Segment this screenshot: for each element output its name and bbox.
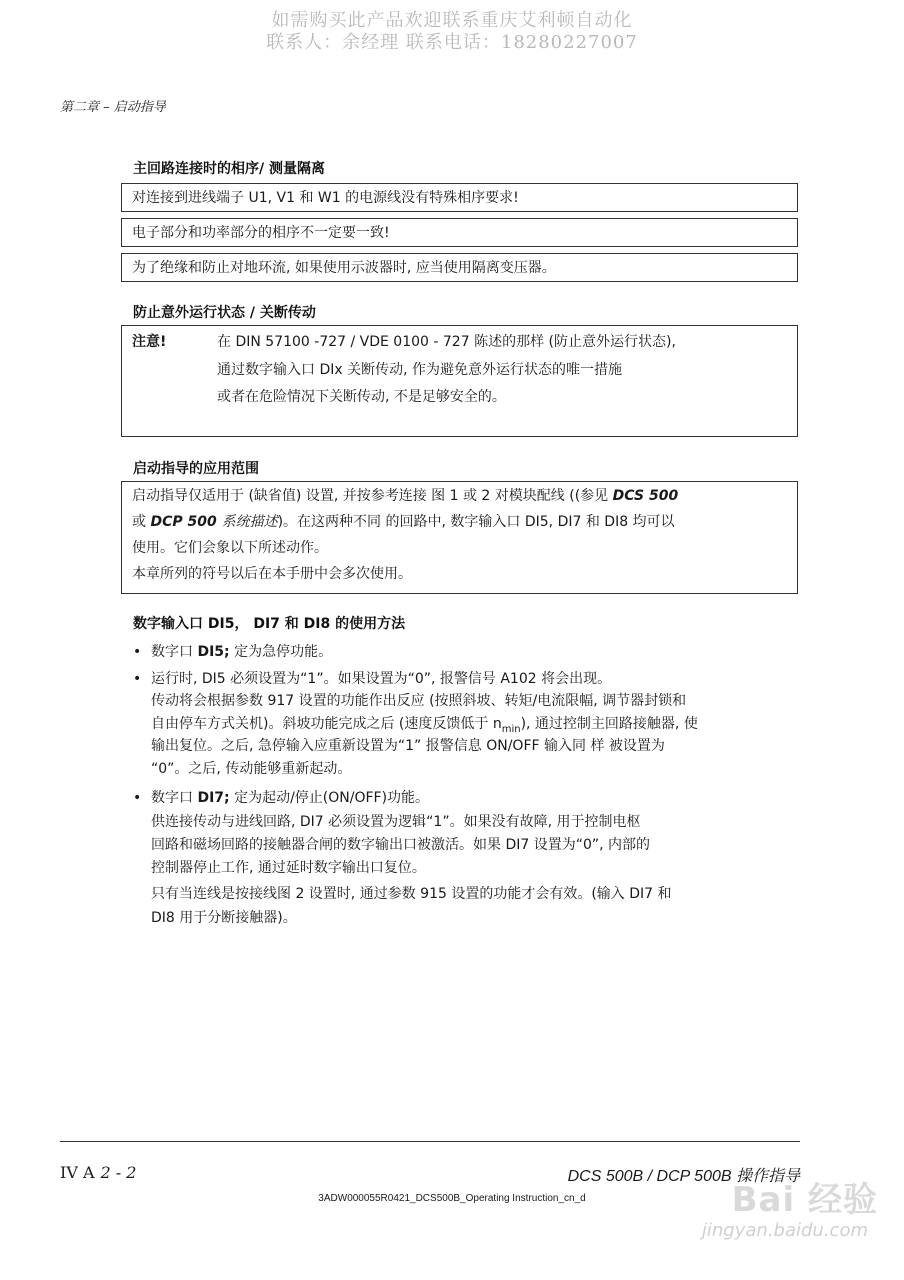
scope-box bbox=[121, 481, 798, 594]
note-label: 注意! bbox=[132, 334, 167, 350]
di7-text-line-2: 供连接传动与进线回路, DI7 必须设置为逻辑“1”。如果没有故障, 用于控制电枢 bbox=[151, 814, 641, 830]
section-phase-title: 主回路连接时的相序/ 测量隔离 bbox=[133, 161, 325, 177]
scope-line-3: 使用。它们会象以下所述动作。 bbox=[132, 540, 328, 556]
baidu-logo-watermark: Bai 经验 bbox=[731, 1180, 878, 1220]
phase-info-text-1: 对连接到进线端子 U1, V1 和 W1 的电源线没有特殊相序要求! bbox=[132, 190, 519, 206]
footer-divider bbox=[60, 1141, 800, 1142]
section-scope-title: 启动指导的应用范围 bbox=[133, 461, 259, 477]
phase-info-text-3: 为了绝缘和防止对地环流, 如果使用示波器时, 应当使用隔离变压器。 bbox=[132, 260, 556, 276]
di5-text-line-3: 自由停车方式关机)。斜坡功能完成之后 (速度反馈低于 $n_{min}$), 通过控制主回路接触器, 使 bbox=[151, 716, 698, 735]
scope-line-4: 本章所列的符号以后在本手册中会多次使用。 bbox=[132, 566, 412, 582]
section-di-title: 数字输入口 DI5， DI7 和 DI8 的使用方法 bbox=[133, 616, 406, 632]
note-line-3: 或者在危险情况下关断传动, 不是足够安全的。 bbox=[217, 389, 506, 405]
watermark-line-2: 联系人：余经理 联系电话：18280227007 bbox=[266, 32, 638, 53]
phase-info-box-2 bbox=[121, 218, 798, 247]
di7-text-line-6: DI8 用于分断接触器)。 bbox=[151, 910, 297, 926]
di5-text-line-2: 传动将会根据参数 917 设置的功能作出反应 (按照斜坡、转矩/电流限幅, 调节器封锁和 bbox=[151, 693, 687, 709]
note-line-1: 在 DIN 57100 -727 / VDE 0100 - 727 陈述的那样 (防止意外运行状态), bbox=[217, 334, 676, 350]
section-safety-title: 防止意外运行状态 / 关断传动 bbox=[133, 305, 316, 321]
bullet-dot-icon: • bbox=[133, 790, 142, 806]
note-line-2: 通过数字输入口 DIx 关断传动, 作为避免意外运行状态的唯一措施 bbox=[217, 362, 622, 378]
manual-title: DCS 500B / DCP 500B 操作指导 bbox=[567, 1168, 800, 1185]
di5-text-line-4: 输出复位。之后, 急停输入应重新设置为“1” 报警信息 ON/OFF 输入同 样 被设置为 bbox=[151, 738, 665, 754]
phase-info-text-2: 电子部分和功率部分的相序不一定要一致! bbox=[132, 225, 390, 241]
di5-text-line-5: “0”。之后, 传动能够重新起动。 bbox=[151, 761, 352, 777]
bullet-dot-icon: • bbox=[133, 671, 142, 687]
bullet-dot-icon: • bbox=[133, 644, 142, 660]
di7-text-line-4: 控制器停止工作, 通过延时数字输出口复位。 bbox=[151, 860, 426, 876]
safety-note-box bbox=[121, 325, 798, 437]
chapter-header: 第二章 – 启动指导 bbox=[60, 100, 166, 115]
scope-line-1: 启动指导仅适用于 (缺省值) 设置, 并按参考连接 图 1 或 2 对模块配线 ((参见 DCS 500 bbox=[132, 488, 679, 504]
phase-info-box-1 bbox=[121, 183, 798, 212]
phase-info-box-3 bbox=[121, 253, 798, 282]
scope-line-2: 或 DCP 500 系统描述)。在这两种不同 的回路中, 数字输入口 DI5, DI7 和 DI8 均可以 bbox=[132, 514, 675, 530]
watermark-line-1: 如需购买此产品欢迎联系重庆艾利顿自动化 bbox=[271, 10, 633, 31]
page-number: IV A 2 - 2 bbox=[60, 1163, 137, 1182]
baidu-url-watermark: jingyan.baidu.com bbox=[701, 1220, 868, 1241]
doc-reference: 3ADW000055R0421_DCS500B_Operating Instruction_cn_d bbox=[318, 1193, 586, 1204]
di7-text-line-5: 只有当连线是按接线图 2 设置时, 通过参数 915 设置的功能才会有效。(输入 DI7 和 bbox=[151, 886, 672, 902]
di7-text-line-3: 回路和磁场回路的接触器合闸的数字输出口被激活。如果 DI7 设置为“0”, 内部的 bbox=[151, 837, 651, 853]
